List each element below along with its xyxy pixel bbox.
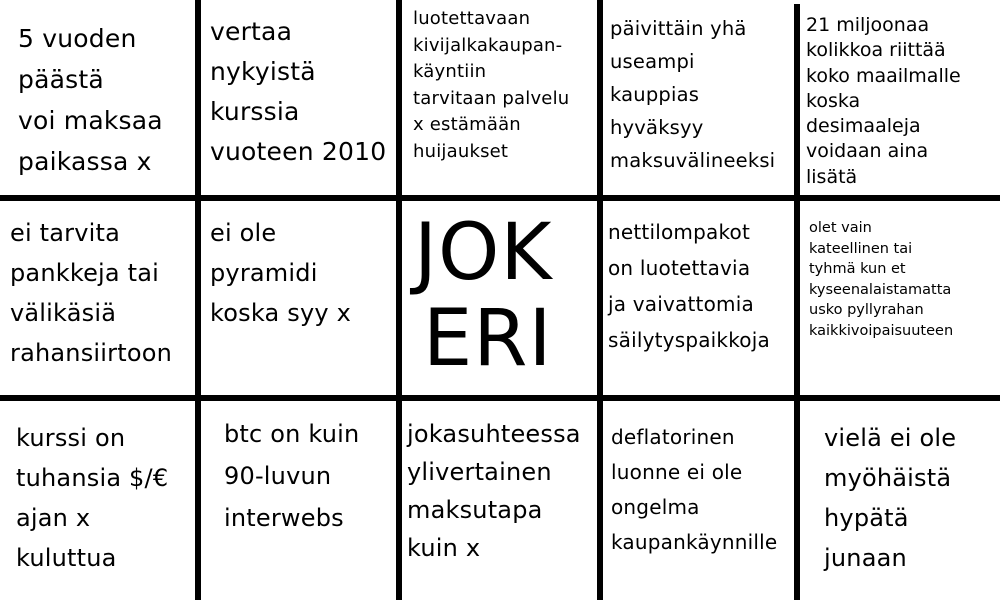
grid-horizontal-line-2 xyxy=(0,395,1000,401)
cell-text-line: lisätä xyxy=(806,165,858,188)
cell-text-line: ja vaivattomia xyxy=(608,292,754,316)
cell-text-line: kuluttua xyxy=(16,544,117,572)
cell-text-line: deflatorinen xyxy=(611,425,735,449)
cell-text-line: pyramidi xyxy=(210,259,318,287)
cell-text-line: huijaukset xyxy=(413,140,509,162)
bingo-cell-r0-c2[interactable] xyxy=(413,6,569,165)
bingo-cell-r0-c3[interactable] xyxy=(610,12,775,177)
cell-text-line: olet vain xyxy=(809,220,872,236)
bingo-cell-r2-c4[interactable] xyxy=(824,418,956,578)
cell-text-line: vertaa xyxy=(210,17,293,46)
cell-text-line: voidaan aina xyxy=(806,140,929,163)
bingo-cell-r1-c3[interactable] xyxy=(608,214,770,358)
bingo-cell-r1-c1[interactable] xyxy=(210,213,351,333)
cell-text-line: ongelma xyxy=(611,495,700,519)
cell-text-line: koko maailmalle xyxy=(806,64,961,87)
cell-text-line: voi maksaa xyxy=(18,106,163,135)
cell-text-line: kurssi on xyxy=(16,424,126,452)
cell-text-line: 21 miljoonaa xyxy=(806,14,930,36)
cell-text-line: maksutapa xyxy=(407,496,543,524)
cell-text-line: rahansiirtoon xyxy=(10,339,172,367)
cell-text-line: ylivertainen xyxy=(407,458,552,486)
cell-text-line: maksuvälineeksi xyxy=(610,149,776,172)
cell-text-line: myöhäistä xyxy=(824,464,952,492)
cell-text-line: 90-luvun xyxy=(224,462,332,490)
bingo-cell-r1-c0[interactable] xyxy=(10,213,172,373)
cell-text-line: kateellinen tai xyxy=(809,240,913,257)
bingo-cell-r2-c3[interactable] xyxy=(611,420,777,560)
grid-vertical-line-1 xyxy=(195,0,201,600)
cell-text-line: kurssia xyxy=(210,97,300,126)
cell-text-line: kaupankäynnille xyxy=(611,530,778,554)
cell-text-line: ajan x xyxy=(16,504,91,532)
grid-vertical-line-2 xyxy=(396,0,402,600)
bingo-cell-r0-c0[interactable] xyxy=(18,18,163,182)
cell-text-line: käyntiin xyxy=(413,61,487,82)
bingo-cell-center-joker[interactable] xyxy=(414,210,553,382)
cell-text-line: hypätä xyxy=(824,504,909,532)
cell-text-line: luotettavaan xyxy=(413,8,531,29)
cell-text-line: koska syy x xyxy=(210,299,351,327)
cell-text-line: paikassa x xyxy=(18,147,152,176)
cell-text-line: kuin x xyxy=(407,534,481,562)
cell-text-line: useampi xyxy=(610,50,695,73)
joker-text-line: ERI xyxy=(423,294,553,384)
cell-text-line: hyväksyy xyxy=(610,116,704,139)
cell-text-line: kaikkivoipaisuuteen xyxy=(809,322,954,339)
cell-text-line: kolikkoa riittää xyxy=(806,39,946,62)
cell-text-line: ei tarvita xyxy=(10,219,121,247)
cell-text-line: x estämään xyxy=(413,114,521,135)
cell-text-line: kyseenalaistamatta xyxy=(809,281,952,298)
cell-text-line: vielä ei ole xyxy=(824,424,957,452)
grid-vertical-line-4 xyxy=(794,4,800,600)
cell-text-line: päivittäin yhä xyxy=(610,17,747,40)
cell-text-line: päästä xyxy=(18,65,104,94)
bingo-cell-r2-c1[interactable] xyxy=(224,413,359,539)
grid-horizontal-line-1 xyxy=(0,195,1000,201)
cell-text-line: 5 vuoden xyxy=(18,24,137,53)
bingo-cell-r0-c1[interactable] xyxy=(210,12,386,172)
cell-text-line: btc on kuin xyxy=(224,420,360,448)
grid-vertical-line-3 xyxy=(597,0,603,600)
cell-text-line: luonne ei ole xyxy=(611,460,743,484)
bingo-cell-r2-c2[interactable] xyxy=(407,415,581,567)
cell-text-line: kivijalkakaupan- xyxy=(413,34,563,56)
cell-text-line: junaan xyxy=(824,544,907,572)
cell-text-line: jokasuhteessa xyxy=(407,420,581,448)
bingo-cell-r1-c4[interactable] xyxy=(809,218,953,341)
cell-text-line: on luotettavia xyxy=(608,256,751,280)
cell-text-line: interwebs xyxy=(224,504,344,532)
cell-text-line: tarvitaan palvelu xyxy=(413,87,570,109)
cell-text-line: koska xyxy=(806,89,861,112)
cell-text-line: säilytyspaikkoja xyxy=(608,328,770,352)
cell-text-line: tuhansia $/€ xyxy=(16,464,169,492)
cell-text-line: pankkeja tai xyxy=(10,259,160,287)
cell-text-line: välikäsiä xyxy=(10,299,117,327)
bingo-cell-r0-c4[interactable] xyxy=(806,13,961,190)
cell-text-line: usko pyllyrahan xyxy=(809,302,924,318)
cell-text-line: tyhmä kun et xyxy=(809,261,906,277)
cell-text-line: nykyistä xyxy=(210,57,316,86)
joker-text-line: JOK xyxy=(414,208,553,298)
cell-text-line: nettilompakot xyxy=(608,220,750,244)
bingo-cell-r2-c0[interactable] xyxy=(16,418,168,578)
cell-text-line: kauppias xyxy=(610,83,700,106)
cell-text-line: ei ole xyxy=(210,219,277,247)
cell-text-line: vuoteen 2010 xyxy=(210,137,387,166)
cell-text-line: desimaaleja xyxy=(806,115,921,138)
